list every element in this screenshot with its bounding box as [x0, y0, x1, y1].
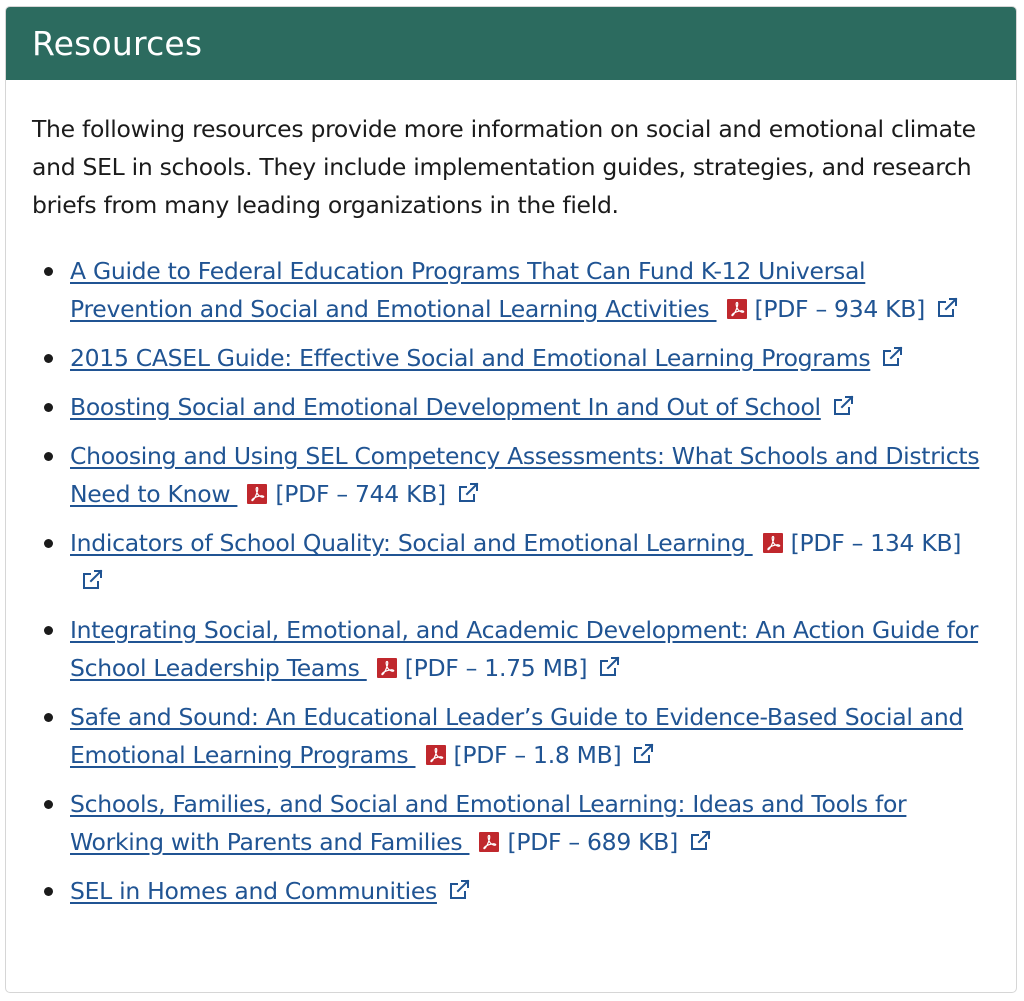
file-size: [PDF – 689 KB]: [507, 828, 678, 856]
external-link-icon[interactable]: [688, 829, 712, 853]
resource-link[interactable]: Indicators of School Quality: Social and Emotional Learning: [70, 529, 753, 557]
resource-link[interactable]: Schools, Families, and Social and Emotional Learning: Ideas and Tools for Working with Parents and Families: [70, 790, 907, 856]
resource-item: [32, 524, 994, 600]
external-link-icon[interactable]: [831, 394, 855, 418]
pdf-icon: [727, 299, 747, 319]
external-link-icon[interactable]: [447, 878, 471, 902]
external-link-icon[interactable]: [456, 481, 480, 505]
file-size: [PDF – 744 KB]: [275, 480, 446, 508]
file-size: [PDF – 934 KB]: [754, 295, 925, 323]
resource-item: [32, 611, 994, 687]
pdf-icon: [479, 832, 499, 852]
panel-body: [6, 80, 1016, 910]
pdf-icon: [247, 484, 267, 504]
panel-title: Resources: [32, 24, 203, 63]
resources-panel: [5, 6, 1017, 993]
panel-header: [6, 7, 1016, 80]
external-link-icon[interactable]: [597, 655, 621, 679]
resource-item: [32, 785, 994, 861]
resource-item: [32, 437, 994, 513]
intro-text: The following resources provide more information on social and emotional climate and SEL in schools. They include implementation guides, strategies, and research briefs from many leading organizations in the field.: [32, 115, 976, 219]
file-size: [PDF – 134 KB]: [790, 529, 962, 557]
resource-link[interactable]: SEL in Homes and Communities: [70, 877, 437, 905]
pdf-icon: [763, 533, 783, 553]
external-link-icon[interactable]: [80, 568, 104, 592]
external-link-icon[interactable]: [935, 296, 959, 320]
pdf-icon: [377, 658, 397, 678]
pdf-icon: [426, 745, 446, 765]
resource-link[interactable]: A Guide to Federal Education Programs That Can Fund K-12 Universal Prevention and Social and Emotional Learning Activities: [70, 257, 866, 323]
external-link-icon[interactable]: [880, 345, 904, 369]
resource-item: [32, 252, 994, 328]
resource-link[interactable]: Boosting Social and Emotional Development In and Out of School: [70, 393, 821, 421]
file-size: [PDF – 1.8 MB]: [453, 741, 622, 769]
external-link-icon[interactable]: [631, 742, 655, 766]
file-size: [PDF – 1.75 MB]: [404, 654, 588, 682]
resource-item: [32, 339, 994, 377]
resource-list: [32, 252, 994, 910]
resource-item: [32, 872, 994, 910]
resource-item: [32, 388, 994, 426]
resource-item: [32, 698, 994, 774]
resource-link[interactable]: Safe and Sound: An Educational Leader’s Guide to Evidence-Based Social and Emotional Learning Programs: [70, 703, 964, 769]
resource-link[interactable]: Integrating Social, Emotional, and Academic Development: An Action Guide for School Leadership Teams: [70, 616, 979, 682]
resource-link[interactable]: 2015 CASEL Guide: Effective Social and Emotional Learning Programs: [70, 344, 871, 372]
resource-link[interactable]: Choosing and Using SEL Competency Assessments: What Schools and Districts Need to Know: [70, 442, 980, 508]
